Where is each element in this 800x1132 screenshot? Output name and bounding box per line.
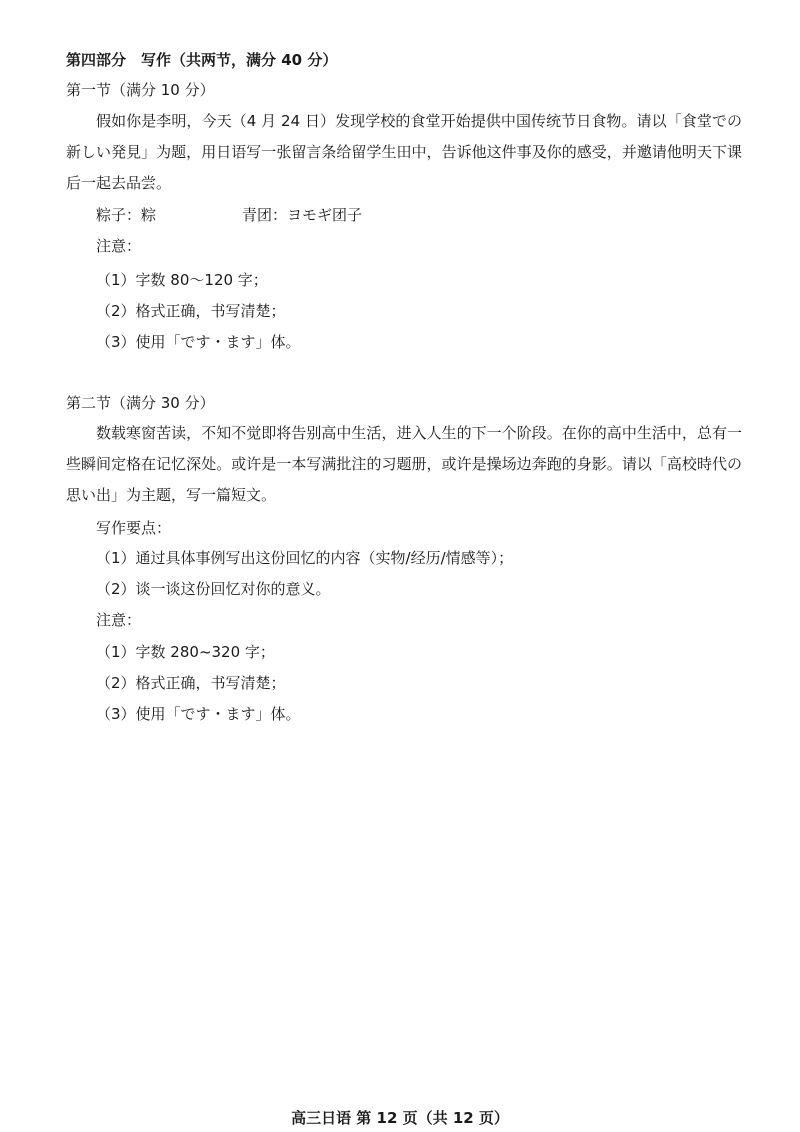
section2-point-2: （2）谈一谈这份回忆对你的意义。 (96, 580, 331, 598)
section1-note-3: （3）使用「です・ます」体。 (96, 333, 301, 351)
section1-note-1: （1）字数 80～120 字； (96, 271, 268, 289)
part-title: 第四部分 写作（共两节，满分 40 分） (66, 51, 338, 69)
section1-title: 第一节（满分 10 分） (66, 81, 215, 99)
section2-note-3: （3）使用「です・ます」体。 (96, 705, 301, 723)
section2-note-1: （1）字数 280~320 字； (96, 643, 275, 661)
section1-note-2: （2）格式正确，书写清楚； (96, 302, 286, 320)
section1-notes-label: 注意： (96, 237, 142, 255)
page-footer: 高三日语 第 12 页（共 12 页） (291, 1109, 509, 1127)
section2-points-label: 写作要点： (96, 519, 172, 537)
vocab-qingtuan: 青团：ヨモギ团子 (242, 206, 363, 224)
section2-title: 第二节（满分 30 分） (66, 394, 215, 412)
section2-note-2: （2）格式正确，书写清楚； (96, 674, 286, 692)
section2-notes-label: 注意： (96, 611, 142, 629)
vocab-zongzi: 粽子：粽 (96, 206, 157, 224)
section2-prompt: 数载寒窗苦读，不知不觉即将告别高中生活，进入人生的下一个阶段。在你的高中生活中，总有一些瞬间定格在记忆深处。或许是一本写满批注的习题册，或许是操场边奔跑的身影。请以「高校時代の思い出」为主题，写一篇短文。 (66, 424, 742, 504)
section1-prompt: 假如你是李明，今天（4 月 24 日）发现学校的食堂开始提供中国传统节日食物。请以「食堂での新しい発見」为题，用日语写一张留言条给留学生田中，告诉他这件事及你的感受，并邀请他明天下课后一起去品尝。 (66, 112, 742, 192)
section2-point-1: （1）通过具体事例写出这份回忆的内容（实物/经历/情感等）； (96, 549, 514, 567)
